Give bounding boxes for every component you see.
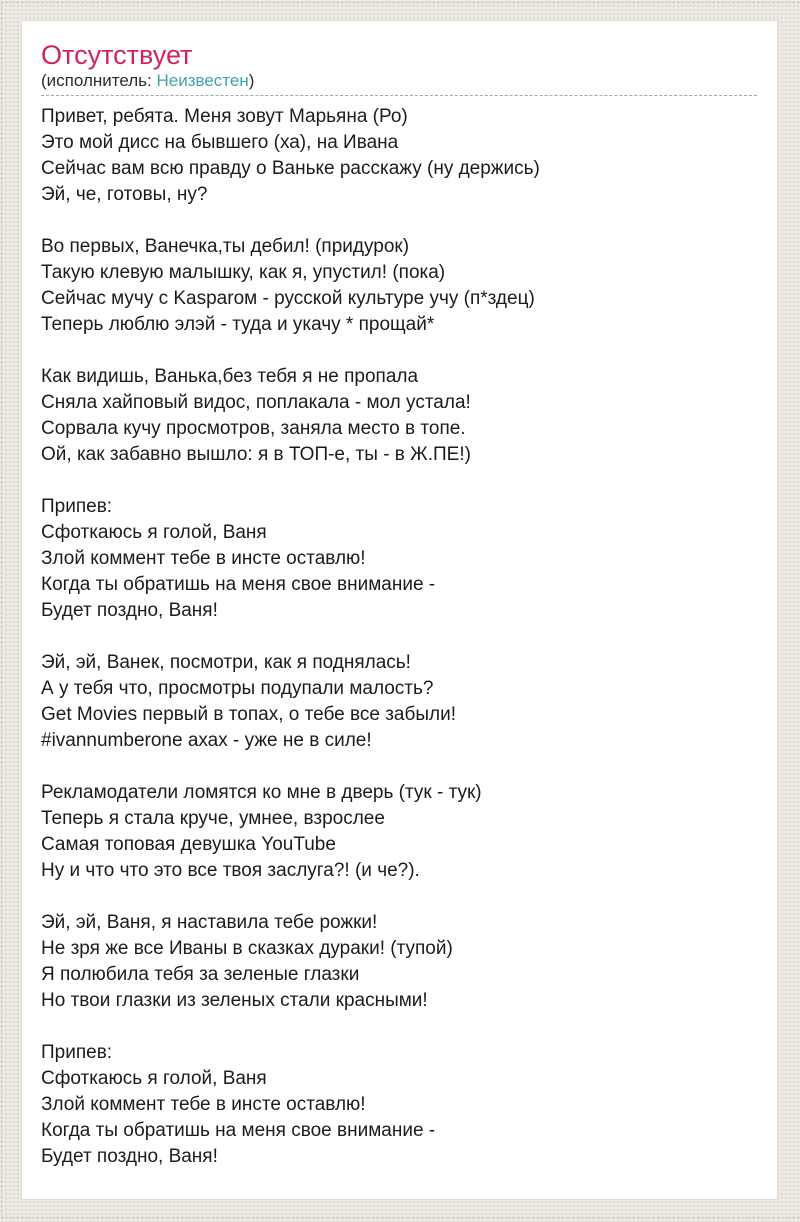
lyric-line: Самая топовая девушка YouTube (41, 834, 336, 855)
lyrics-text (41, 104, 757, 1170)
lyric-line: Теперь люблю элэй - туда и укачу * прощай* (41, 314, 435, 335)
lyric-line: Припев: (41, 1042, 113, 1063)
lyric-line: Сейчас мучу с Kasparом - русской культуре учу (п*здец) (41, 288, 535, 309)
lyric-line: Рекламодатели ломятся ко мне в дверь (тук - тук) (41, 782, 482, 803)
lyric-line: Сняла хайповый видос, поплакала - мол устала! (41, 392, 471, 413)
lyric-line: Когда ты обратишь на меня свое внимание - (41, 574, 436, 595)
lyric-line: Get Movies первый в топах, о тебе все забыли! (41, 704, 456, 725)
artist-line-prefix: (исполнитель: (41, 71, 157, 90)
lyric-line: Эй, эй, Ваня, я наставила тебе рожки! (41, 912, 378, 933)
lyric-line: Эй, эй, Ванек, посмотри, как я поднялась! (41, 652, 411, 673)
lyric-line: Злой коммент тебе в инсте оставлю! (41, 1094, 366, 1115)
lyric-line: Сфоткаюсь я голой, Ваня (41, 1068, 267, 1089)
lyric-line: Привет, ребята. Меня зовут Марьяна (Ро) (41, 106, 408, 127)
lyric-line: Во первых, Ванечка,ты дебил! (придурок) (41, 236, 410, 257)
lyric-line: Сейчас вам всю правду о Ваньке расскажу (ну держись) (41, 158, 540, 179)
artist-line (41, 71, 757, 96)
lyric-line: Я полюбила тебя за зеленые глазки (41, 964, 360, 985)
stanza (41, 364, 757, 468)
lyric-line: Ой, как забавно вышло: я в ТОП-е, ты - в Ж.ПЕ!) (41, 444, 471, 465)
stanza (41, 650, 757, 754)
stanza (41, 104, 757, 208)
stanza (41, 910, 757, 1014)
lyric-line: А у тебя что, просмотры подупали малость? (41, 678, 434, 699)
lyric-line: Как видишь, Ванька,без тебя я не пропала (41, 366, 419, 387)
stanza (41, 494, 757, 624)
lyric-line: Эй, че, готовы, ну? (41, 184, 208, 205)
page-title: Отсутствует (41, 40, 193, 70)
stanza (41, 234, 757, 338)
lyric-line: Когда ты обратишь на меня свое внимание - (41, 1120, 436, 1141)
lyric-line: #ivannumberone ахах - уже не в силе! (41, 730, 372, 751)
lyric-line: Не зря же все Иваны в сказках дураки! (тупой) (41, 938, 453, 959)
stanza (41, 780, 757, 884)
stanza (41, 1040, 757, 1170)
artist-link[interactable]: Неизвестен (156, 71, 249, 90)
lyric-line: Злой коммент тебе в инсте оставлю! (41, 548, 366, 569)
lyric-line: Это мой дисс на бывшего (ха), на Ивана (41, 132, 399, 153)
lyric-line: Теперь я стала круче, умнее, взрослее (41, 808, 385, 829)
artist-line-suffix: ) (248, 71, 255, 90)
lyric-line: Такую клевую малышку, как я, упустил! (пока) (41, 262, 446, 283)
lyric-line: Но твои глазки из зеленых стали красными! (41, 990, 428, 1011)
lyric-line: Будет поздно, Ваня! (41, 600, 218, 621)
lyric-line: Припев: (41, 496, 113, 517)
lyric-line: Сфоткаюсь я голой, Ваня (41, 522, 267, 543)
lyric-line: Ну и что что это все твоя заслуга?! (и че?). (41, 860, 420, 881)
lyric-line: Сорвала кучу просмотров, заняла место в топе. (41, 418, 466, 439)
lyric-line: Будет поздно, Ваня! (41, 1146, 218, 1167)
lyrics-card (21, 20, 778, 1200)
